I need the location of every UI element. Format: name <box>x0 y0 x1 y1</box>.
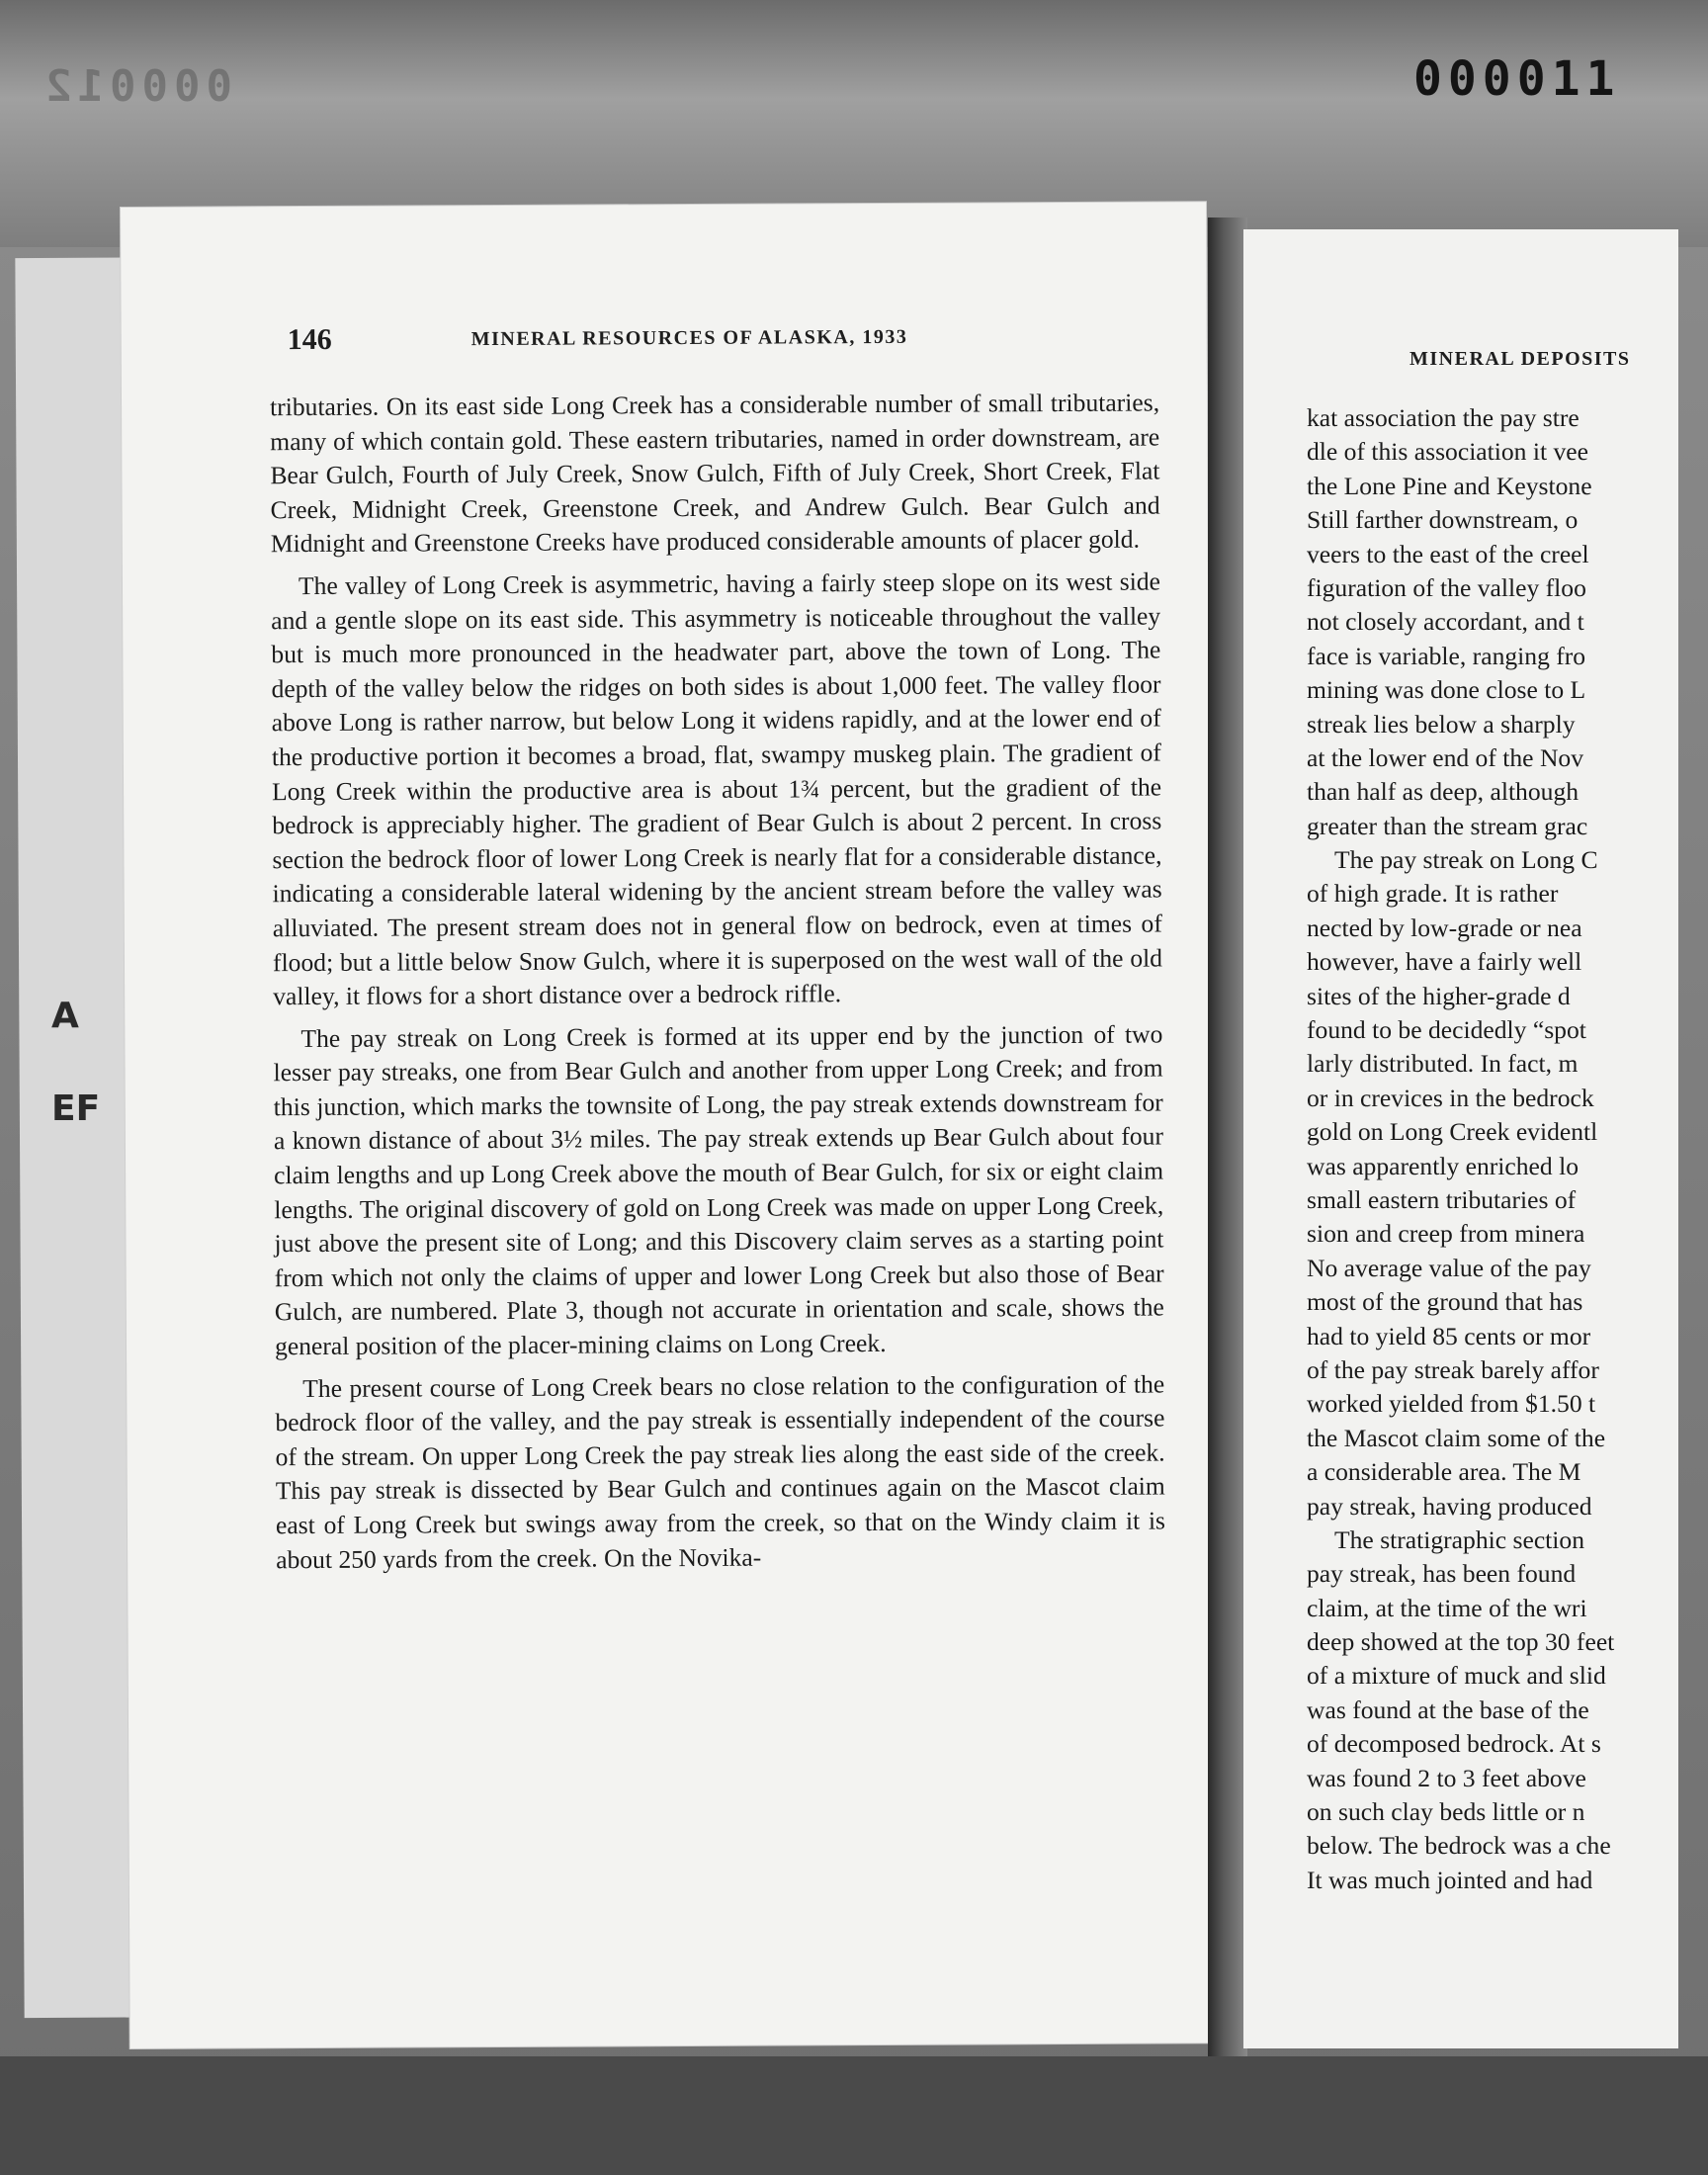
scan-background-bottom <box>0 2056 1708 2175</box>
text-line: pay streak, having produced <box>1307 1491 1592 1521</box>
text-line: had to yield 85 cents or mor <box>1307 1321 1591 1350</box>
right-body-text <box>1307 401 1678 1897</box>
text-line: the Lone Pine and Keystone <box>1307 471 1592 500</box>
page-number: 146 <box>287 322 332 357</box>
paragraph: The valley of Long Creek is asymmetric, having a fairly steep slope on its west side and a gentle slope on its east side. This asymmetry is noticeable throughout the valley but is much more pronounced in the headwater part, above the town of Long. The depth of the valley below the ridges on both sides is about 1,000 feet. The valley floor above Long is rather narrow, but below Long it widens rapidly, and at the lower end of the productive portion it becomes a broad, flat, swampy muskeg plain. The gradient of Long Creek within the productive area is about 1¾ percent, but the gradient of the bedrock is appreciably higher. The gradient of Bear Gulch is about 2 percent. In cross section the bedrock floor of lower Long Creek is nearly flat for a considerable distance, indicating a considerable lateral widening by the ancient stream before the valley was alluviated. The present stream does not in general flow on bedrock, even at times of flood; but a little below Snow Gulch, where it is superposed on the west wall of the old valley, it flows for a short distance over a bedrock riffle. <box>271 566 1163 1011</box>
text-line: It was much jointed and had <box>1307 1865 1593 1894</box>
right-page-header: MINERAL DEPOSITS <box>1409 348 1631 370</box>
paragraph: The pay streak on Long Creek is formed at its upper end by the junction of two lesser pay streaks, one from Bear Gulch and another from upper Long Creek; and from this junction, which marks the townsite of Long, the pay streak extends downstream for a known distance of about 3½ miles. The pay streak extends up Bear Gulch about four claim lengths and up Long Creek above the mouth of Bear Gulch, for six or eight claim lengths. The original discovery of gold on Long Creek was made on upper Long Creek, just above the present site of Long; and this Discovery claim serves as a starting point from which not only the claims of upper and lower Long Creek but also those of Bear Gulch, are numbered. Plate 3, though not accurate in orientation and scale, shows the general position of the placer-mining claims on Long Creek. <box>273 1019 1164 1361</box>
text-line: of decomposed bedrock. At s <box>1307 1729 1601 1759</box>
text-line: face is variable, ranging fro <box>1307 641 1586 670</box>
text-line: of a mixture of muck and slid <box>1307 1661 1606 1691</box>
text-line: No average value of the pay <box>1307 1253 1591 1282</box>
text-line: found to be decidedly “spot <box>1307 1015 1586 1045</box>
text-line: at the lower end of the Nov <box>1307 742 1584 772</box>
text-line: claim, at the time of the wri <box>1307 1593 1587 1622</box>
bates-stamp: 000011 <box>1413 51 1621 107</box>
text-line: not closely accordant, and t <box>1307 607 1584 637</box>
text-line: Still farther downstream, o <box>1307 505 1579 535</box>
text-line: however, have a fairly well <box>1307 947 1582 977</box>
text-line: of the pay streak barely affor <box>1307 1354 1599 1384</box>
text-line: a considerable area. The M <box>1307 1457 1581 1487</box>
text-line: nected by low-grade or nea <box>1307 913 1582 942</box>
text-line: was found 2 to 3 feet above <box>1307 1763 1586 1792</box>
text-line: greater than the stream grac <box>1307 811 1588 840</box>
text-line: on such clay beds little or n <box>1307 1797 1585 1827</box>
text-line: The stratigraphic section <box>1334 1524 1585 1554</box>
margin-mark: A <box>51 996 79 1036</box>
running-head <box>287 322 1138 366</box>
margin-mark: EF <box>51 1088 101 1129</box>
text-line: mining was done close to L <box>1307 675 1586 705</box>
body-text <box>270 386 1165 1585</box>
book-gutter <box>1208 218 1247 2056</box>
paragraph: The present course of Long Creek bears no close relation to the configuration of the bedrock floor of the valley, and the pay streak is essentially independent of the course of the stream. On upper Long Creek the pay streak lies along the east side of the creek. This pay streak is dissected by Bear Gulch and continues again on the Mascot claim east of Long Creek but swings away from the creek, so that on the Windy claim it is about 250 yards from the creek. On the Novika- <box>275 1369 1166 1574</box>
text-line: below. The bedrock was a che <box>1307 1831 1611 1861</box>
right-page <box>1243 229 1678 2048</box>
page-header-title: MINERAL RESOURCES OF ALASKA, 1933 <box>470 325 908 351</box>
paragraph: tributaries. On its east side Long Creek has a considerable number of small tributaries, many of which contain gold. These eastern tributaries, named in order downstream, are Bear Gulch, Fourth of July Creek, Snow Gulch, Fifth of July Creek, Short Creek, Flat Creek, Midnight Creek, Greenstone Creek, and Andrew Gulch. Bear Gulch and Midnight and Greenstone Creeks have produced considerable amounts of placer gold. <box>269 388 1160 559</box>
text-line: small eastern tributaries of <box>1307 1184 1577 1214</box>
text-line: streak lies below a sharply <box>1307 709 1576 739</box>
text-line: The pay streak on Long C <box>1334 845 1598 875</box>
text-line: figuration of the valley floo <box>1307 572 1586 602</box>
text-line: the Mascot claim some of the <box>1307 1423 1606 1452</box>
text-line: was apparently enriched lo <box>1307 1151 1580 1180</box>
text-line: was found at the base of the <box>1307 1695 1589 1724</box>
text-line: or in crevices in the bedrock <box>1307 1083 1594 1112</box>
text-line: sion and creep from minera <box>1307 1219 1585 1249</box>
text-line: of high grade. It is rather <box>1307 879 1559 909</box>
bates-stamp-mirrored: 000012 <box>40 61 232 112</box>
text-line: dle of this association it vee <box>1307 437 1589 467</box>
text-line: worked yielded from $1.50 t <box>1307 1389 1596 1419</box>
text-line: than half as deep, although <box>1307 777 1580 807</box>
text-line: kat association the pay stre <box>1307 403 1580 432</box>
text-line: gold on Long Creek evidentl <box>1307 1117 1598 1147</box>
text-line: most of the ground that has <box>1307 1287 1583 1317</box>
left-page <box>121 202 1216 2048</box>
text-line: veers to the east of the creel <box>1307 539 1589 568</box>
margin-marks <box>51 996 101 1184</box>
text-line: larly distributed. In fact, m <box>1307 1049 1579 1079</box>
text-line: pay streak, has been found <box>1307 1559 1577 1589</box>
text-line: sites of the higher-grade d <box>1307 981 1571 1010</box>
text-line: deep showed at the top 30 feet <box>1307 1627 1615 1657</box>
